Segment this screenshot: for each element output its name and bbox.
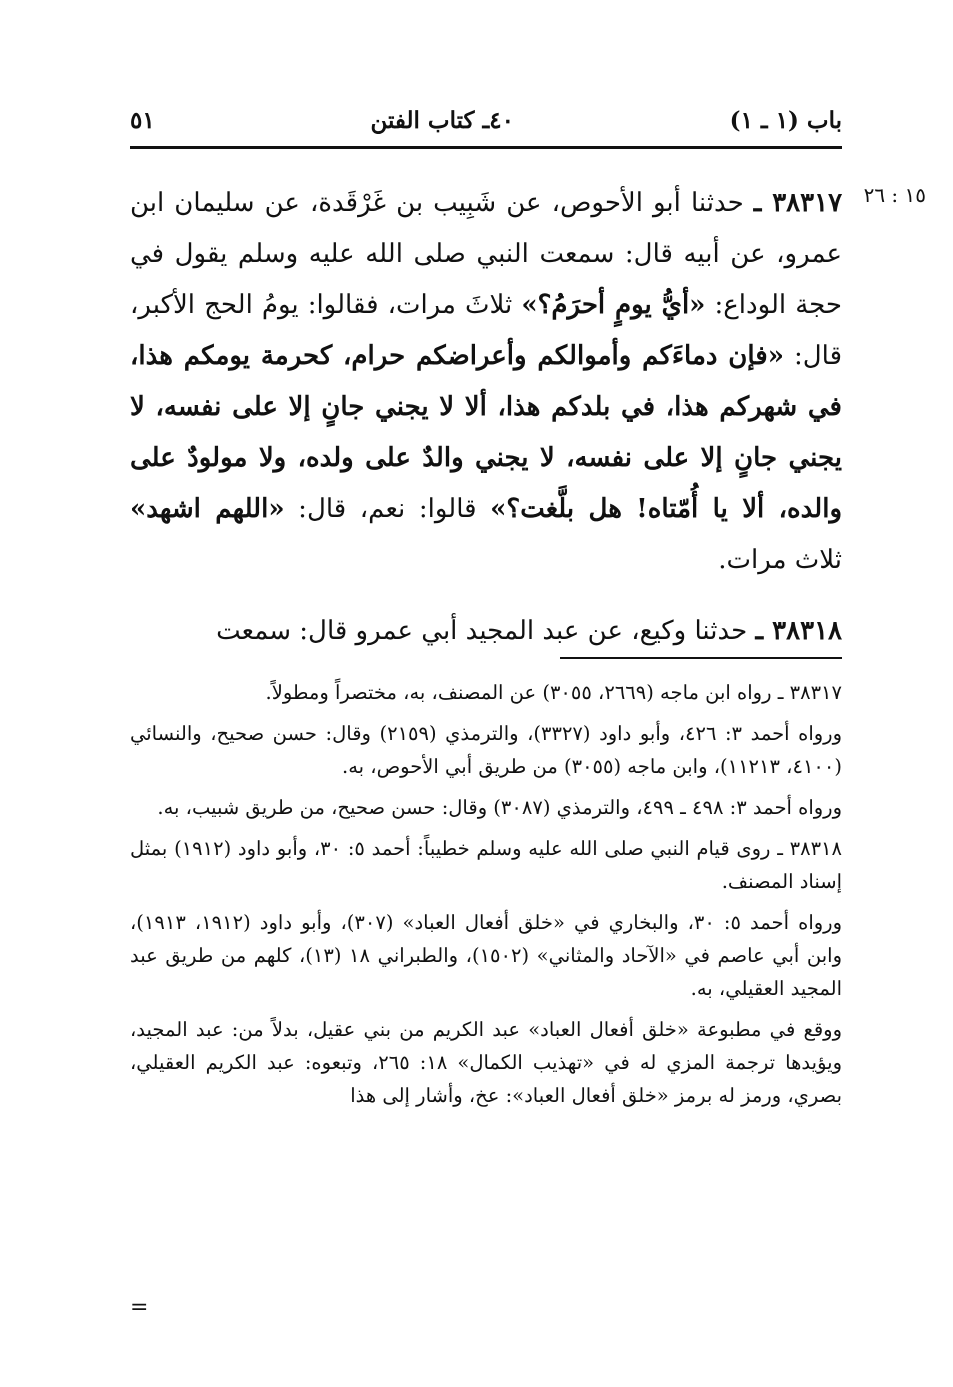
hadith-end: ثلاث مرات.	[718, 545, 842, 575]
hadith-middle: ثلاثَ مرات، فقالوا: يومُ الحج الأكبر، قال:	[130, 290, 843, 371]
hadith-intro: حدثنا أبو الأحوص، عن شَبِيب بن غَرْقَدة، عن سليمان ابن عمرو، عن أبيه قال: سمعت النبي صلى الله عليه وسلم يقول في حجة الوداع:	[130, 188, 843, 320]
page-number: ٥١	[130, 106, 155, 134]
hadith-closing-quote: «اللهم اشهد»	[130, 494, 285, 524]
footnote: ووقع في مطبوعة «خلق أفعال العباد» عبد الكريم من بني عقيل، بدلاً من: عبد المجيد، ويؤيدها ترجمة المزي له في «تهذيب الكمال» ١٨: ٢٦٥، وتبعوه: عبد الكريم العقيلي، بصري، ورمز له برمز «خلق أفعال العباد»: عخ، وأشار إلى هذا	[130, 1018, 842, 1107]
hadith-number: ٣٨٣١٧ ـ	[753, 188, 843, 218]
footnote: ٣٨٣١٨ ـ روى قيام النبي صلى الله عليه وسلم خطيباً: أحمد ٥: ٣٠، وأبو داود (١٩١٢) بمثل إسناد المصنف.	[130, 837, 842, 893]
footnote: ورواه أحمد ٣: ٤٢٦، وأبو داود (٣٣٢٧)، والترمذي (٢١٥٩) وقال: حسن صحيح، والنسائي (٤١٠٠، ١١٢١٣)، وابن ماجه (٣٠٥٥) من طريق أبي الأحوص، به.	[130, 722, 842, 778]
footnotes	[130, 676, 842, 1120]
header-rule	[130, 146, 842, 149]
hadith-paragraph	[130, 606, 842, 657]
hadith-question: «أيُّ يومٍ أحرَمُ؟»	[521, 290, 706, 320]
hadith-after-quote: قالوا: نعم، قال:	[284, 494, 491, 524]
continuation-mark: =	[130, 1295, 149, 1320]
footnote: ورواه أحمد ٥: ٣٠، والبخاري في «خلق أفعال العباد» (٣٠٧)، وأبو داود (١٩١٢، ١٩١٣)، وابن أبي عاصم في «الآحاد والمثاني» (١٥٠٢)، والطبراني ١٨ (١٣)، كلهم من طريق عبد المجيد العقيلي، به.	[130, 911, 843, 1000]
hadith-text: حدثنا وكيع، عن عبد المجيد أبي عمرو قال: سمعت	[216, 616, 748, 646]
hadith-quote: «فإن دماءَكم وأموالكم وأعراضكم حرام، كحرمة يومكم هذا، في شهركم هذا، في بلدكم هذا، ألا لا يجني جانٍ إلا على نفسه، لا يجني جانٍ إلا على نفسه، لا يجني والدٌ على ولده، ولا مولودٌ على والده، ألا يا أُمّتاه! هل بلَّغت؟»	[130, 341, 842, 524]
running-header	[130, 100, 842, 140]
footnote: ٣٨٣١٧ ـ رواه ابن ماجه (٢٦٦٩، ٣٠٥٥) عن المصنف، به، مختصراً ومطولاً.	[265, 681, 842, 704]
footnote-rule	[560, 657, 842, 659]
margin-reference: ١٥ : ٢٦	[863, 183, 926, 207]
footnote: ورواه أحمد ٣: ٤٩٨ ـ ٤٩٩، والترمذي (٣٠٨٧) وقال: حسن صحيح، من طريق شبيب، به.	[157, 796, 842, 819]
chapter-label: باب (١ ـ ١)	[729, 106, 842, 134]
hadith-paragraph	[130, 178, 842, 586]
hadith-number: ٣٨٣١٨ ـ	[755, 616, 842, 646]
main-text	[130, 178, 842, 657]
book-title: ٤٠ـ كتاب الفتن	[370, 106, 514, 134]
